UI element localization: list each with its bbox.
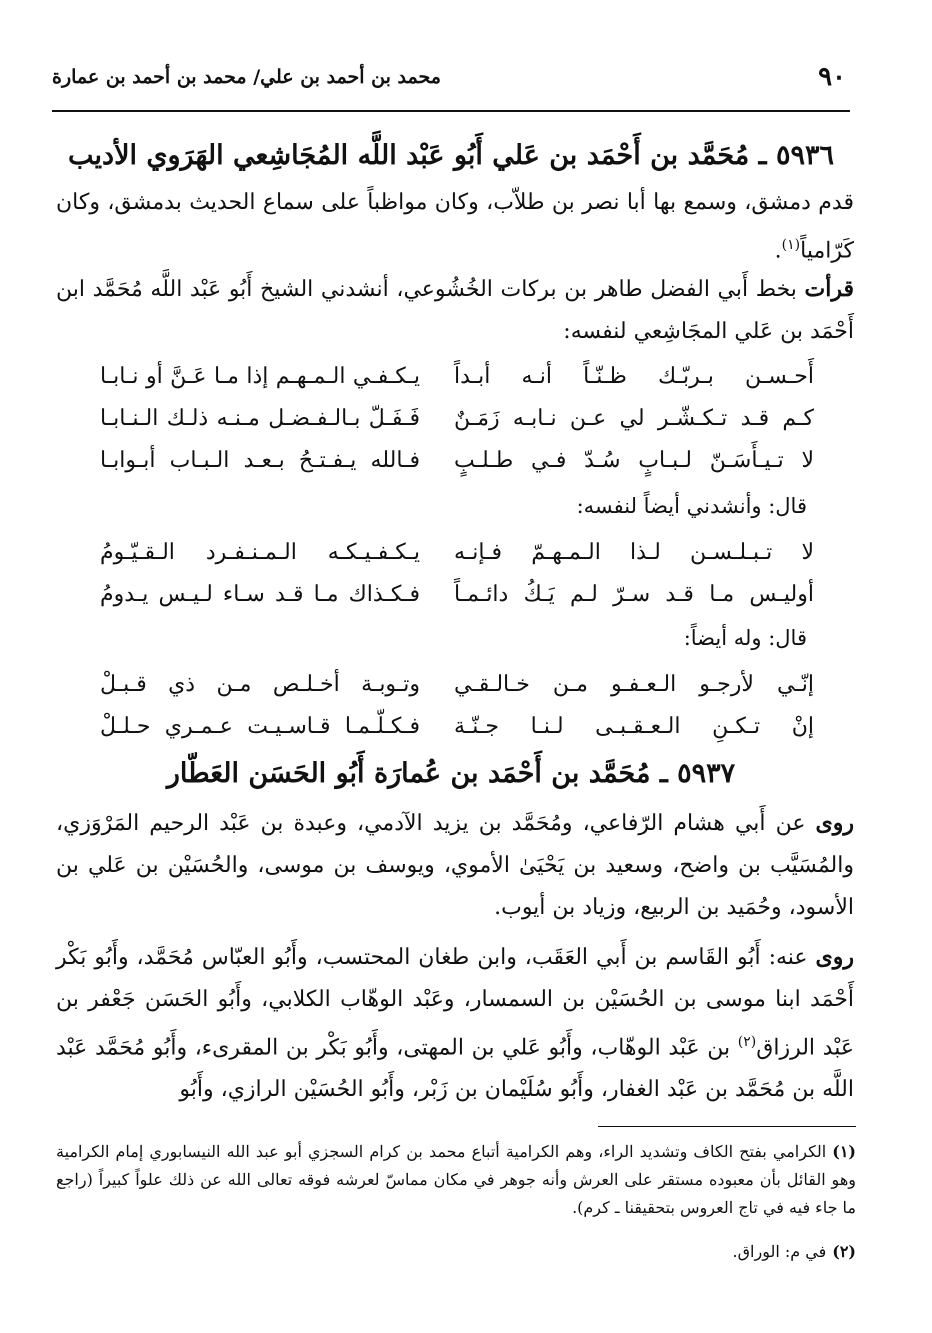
paragraph-lead-word: روى bbox=[815, 810, 854, 836]
page-header bbox=[52, 62, 850, 98]
entry-5937-paragraph-2 bbox=[56, 936, 854, 1111]
verse-first-hemistich: أوليـس مـا قـد سـرّ لـم يَـكُ دائـمـاً bbox=[454, 582, 814, 607]
paragraph-text: بخط أَبي الفضل طاهر بن بركات الخُشُوعي، أنشدني الشيخ أَبُو عَبْد اللَّه مُحَمَّد ابن أَحْمَد بن عَلي المجَاشِعي لنفسه: bbox=[56, 277, 854, 344]
entry-title-5936: ٥٩٣٦ ـ مُحَمَّد بن أَحْمَد بن عَلي أَبُو عَبْد اللَّه المُجَاشِعي الهَرَوي الأديب bbox=[68, 140, 834, 171]
header-rule bbox=[52, 110, 850, 112]
paragraph-text-continued: بن عَبْد الوهّاب، وأَبُو عَلي بن المهتى، وأَبُو بَكْر بن المقرىء، وأَبُو مُحَمَّد عَبْد اللَّه بن مُحَمَّد بن عَبْد الغفار، وأَبُو سُلَيْمان بن زَبْر، وأَبُو الحُسَيْن الرازي، وأَبُو bbox=[56, 1035, 854, 1103]
verse-first-hemistich: لا تـبـلـسـن لـذا الـمـهـمّ فـإنـه bbox=[454, 540, 814, 565]
entry-5936-paragraph-2 bbox=[56, 268, 854, 353]
verse-first-hemistich: إنّـي لأرجـو الـعـفـو مـن خـالـقـي bbox=[454, 672, 814, 697]
verse-first-hemistich: كـم قـد تـكـشّـر لي عـن نـابـه زَمَـنٌ bbox=[454, 406, 814, 431]
poem2-verse-2 bbox=[100, 582, 814, 622]
verse-second-hemistich: فـالله يـفـتـحُ بـعـد الـبـاب أبـوابـا bbox=[100, 448, 420, 473]
entry-5937-paragraph-1 bbox=[56, 802, 854, 929]
verse-first-hemistich: أَحـسـن بـربّـك ظـنّـاً أنـه أبـداً bbox=[454, 364, 814, 389]
paragraph-text: قدم دمشق، وسمع بها أبا نصر بن طلاّب، وكان مواظباً على سماع الحديث بدمشق، وكان كَرّامياً bbox=[56, 190, 854, 264]
page-number: ٩٠ bbox=[818, 62, 846, 92]
footnote-2 bbox=[56, 1238, 856, 1266]
entry-title-5937: ٥٩٣٧ ـ مُحَمَّد بن أَحْمَد بن عُمارَة أَبُو الحَسَن العَطّار bbox=[166, 758, 736, 789]
verse-second-hemistich: يـكـفـي الـمـهـم إذا مـا عَـنَّ أو نـابـا bbox=[100, 364, 420, 389]
verse-first-hemistich: لا تـيـأَسَـنّ لـبـابٍ سُـدّ فـي طـلـبٍ bbox=[454, 448, 814, 473]
verse-second-hemistich: فـكـذاك مـا قـد سـاء لـيـس يـدومُ bbox=[100, 582, 420, 607]
footnote-marker: (١) bbox=[832, 1142, 856, 1161]
verse-second-hemistich: يـكـفـيـكـه الـمـنـفـرد الـقـيّـومُ bbox=[100, 540, 420, 565]
paragraph-lead-word: روى bbox=[815, 944, 854, 970]
poem3-verse-2 bbox=[100, 714, 814, 754]
verse-second-hemistich: فَـفَـلّ بـالـفـضـل مـنـه ذلـك الـنـابـا bbox=[100, 406, 420, 431]
running-head: محمد بن أحمد بن علي/ محمد بن أحمد بن عمارة bbox=[52, 66, 441, 88]
paragraph-text: عن أَبي هشام الرّفاعي، ومُحَمَّد بن يزيد الآدمي، وعبدة بن عَبْد الرحيم المَرْوَزي، والمُسَيَّب بن واضح، وسعيد بن يَحْيَىٰ الأموي، ويوسف بن موسى، والحُسَيْن بن عَلي بن الأسود، وحُمَيد بن الربيع، وزياد بن أيوب. bbox=[56, 811, 855, 920]
paragraph-lead-word: قرأت bbox=[804, 276, 854, 302]
footnote-ref-1[interactable]: (١) bbox=[781, 237, 801, 253]
poem-intro-1: قال: وأنشدني أيضاً لنفسه: bbox=[576, 494, 807, 518]
entry-5936-paragraph-1 bbox=[56, 182, 854, 272]
footnote-rule bbox=[598, 1126, 856, 1127]
verse-second-hemistich: فـكـلّـمـا قـاسـيـت عـمـري حـلـلْ bbox=[100, 714, 420, 739]
poem1-verse-3 bbox=[100, 448, 814, 488]
footnote-marker: (٢) bbox=[832, 1242, 856, 1261]
poem1-verse-2 bbox=[100, 406, 814, 446]
paragraph-text: عنه: أَبُو القَاسم بن أَبي العَقَب، وابن طغان المحتسب، وأَبُو العبّاس مُحَمَّد، وأَبُو بَكْر أَحْمَد ابنا موسى بن الحُسَيْن بن السمسار، وعَبْد الوهّاب الكلابي، وأَبُو الحَسَن جَعْفر بن عَبْد الرزاق bbox=[56, 945, 854, 1061]
poem1-verse-1 bbox=[100, 364, 814, 404]
poem2-verse-1 bbox=[100, 540, 814, 580]
verse-second-hemistich: وتـوبـة أخـلـص مـن ذي قـبـلْ bbox=[100, 672, 420, 697]
poem3-verse-1 bbox=[100, 672, 814, 712]
paragraph-end: . bbox=[774, 238, 782, 264]
poem-intro-2: قال: وله أيضاً: bbox=[683, 626, 807, 650]
footnote-text: الكرامي بفتح الكاف وتشديد الراء، وهم الكرامية أتباع محمد بن كرام السجزي أبو عبد الله النيسابوري إمام الكرامية وهو القائل بأن معبوده مستقر على العرش وأنه جوهر في مكان مماسّ لعرشه فوقه تعالى الله عن ذلك علواً كبيراً (راجع ما جاء فيه في تاج العروس بتحقيقنا ـ كرم). bbox=[56, 1142, 856, 1217]
footnote-1 bbox=[56, 1138, 856, 1222]
verse-first-hemistich: إنْ تـكـنِ الـعـقـبـى لـنـا جـنّـة bbox=[454, 714, 814, 739]
footnote-text: في م: الوراق. bbox=[732, 1242, 827, 1261]
footnote-ref-2[interactable]: (٢) bbox=[737, 1034, 757, 1050]
